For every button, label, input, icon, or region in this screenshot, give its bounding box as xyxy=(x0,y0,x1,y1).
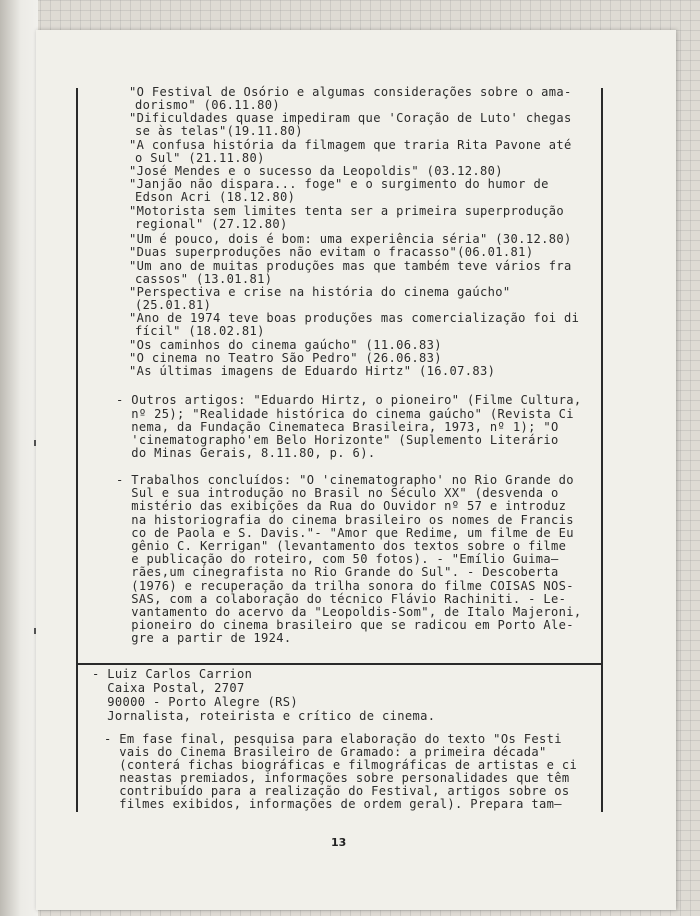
contact-line: - Luiz Carlos Carrion xyxy=(92,667,253,681)
paragraph-line: na historiografia do cinema brasileiro os nomes de Francis xyxy=(116,513,574,527)
list-line: cassos" (13.01.81) xyxy=(135,272,273,286)
paragraph-line: - Em fase final, pesquisa para elaboração do texto "Os Festi xyxy=(104,732,562,746)
contact-line: Caixa Postal, 2707 xyxy=(92,681,245,695)
paragraph-line: SAS, com a colaboração do técnico Flávio Rachiniti. - Le- xyxy=(116,592,567,606)
paragraph-line: filmes exibidos, informações de ordem geral). Prepara tam— xyxy=(104,797,562,811)
list-line: (25.01.81) xyxy=(135,298,212,312)
list-line: "Um é pouco, dois é bom: uma experiência séria" (30.12.80) xyxy=(129,232,572,246)
paragraph-line: gre a partir de 1924. xyxy=(116,631,292,645)
list-line: "Um ano de muitas produções mas que também teve vários fra xyxy=(129,259,572,273)
section-divider xyxy=(76,663,603,665)
paragraph-line: Sul e sua introdução no Brasil no Século XX" (desvenda o xyxy=(116,486,559,500)
list-line: "Duas superproduções não evitam o fracasso"(06.01.81) xyxy=(129,245,534,259)
paragraph-line: co de Paola e S. Davis."- "Amor que Redime, um filme de Eu xyxy=(116,526,574,540)
list-line: "As últimas imagens de Eduardo Hirtz" (16.07.83) xyxy=(129,364,496,378)
list-line: "O cinema no Teatro São Pedro" (26.06.83) xyxy=(129,351,442,365)
contact-line: 90000 - Porto Alegre (RS) xyxy=(92,695,299,709)
list-line: "Janjão não dispara... foge" e o surgimento do humor de xyxy=(129,177,549,191)
list-line: Edson Acri (18.12.80) xyxy=(135,190,296,204)
paragraph-line: nema, da Fundação Cinemateca Brasileira, 1973, nº 1); "O xyxy=(116,420,559,434)
paragraph-line: pioneiro do cinema brasileiro que se radicou em Porto Ale- xyxy=(116,618,574,632)
list-line: regional" (27.12.80) xyxy=(135,217,288,231)
paragraph-line: vais do Cinema Brasileiro de Gramado: a primeira década" xyxy=(104,745,547,759)
list-line: dorismo" (06.11.80) xyxy=(135,98,280,112)
paragraph-line: 'cinematographo'em Belo Horizonte" (Suplemento Literário xyxy=(116,433,559,447)
list-line: fícil" (18.02.81) xyxy=(135,324,265,338)
left-margin-rule xyxy=(76,88,78,812)
list-line: "Dificuldades quase impediram que 'Coração de Luto' chegas xyxy=(129,111,572,125)
right-margin-rule xyxy=(601,88,603,812)
paragraph-line: nº 25); "Realidade histórica do cinema gaúcho" (Revista Ci xyxy=(116,407,574,421)
list-line: o Sul" (21.11.80) xyxy=(135,151,265,165)
page-number: 13 xyxy=(331,836,347,849)
list-line: "A confusa história da filmagem que traria Rita Pavone até xyxy=(129,138,572,152)
paragraph-line: - Outros artigos: "Eduardo Hirtz, o pioneiro" (Filme Cultura, xyxy=(116,393,582,407)
list-line: "Perspectiva e crise na história do cinema gaúcho" xyxy=(129,285,511,299)
facing-page-edge xyxy=(0,0,38,916)
paragraph-line: (conterá fichas biográficas e filmográficas de artistas e ci xyxy=(104,758,578,772)
paragraph-line: neastas premiados, informações sobre personalidades que têm xyxy=(104,771,570,785)
paragraph-line: (1976) e recuperação da trilha sonora do filme COISAS NOS- xyxy=(116,579,574,593)
paragraph-line: rães,um cinegrafista no Rio Grande do Sul". - Descoberta xyxy=(116,565,559,579)
list-line: "Motorista sem limites tenta ser a primeira superprodução xyxy=(129,204,564,218)
list-line: se às telas"(19.11.80) xyxy=(135,124,303,138)
list-line: "Os caminhos do cinema gaúcho" (11.06.83) xyxy=(129,338,442,352)
contact-line: Jornalista, roteirista e crítico de cinema. xyxy=(92,709,436,723)
list-line: "José Mendes e o sucesso da Leopoldis" (03.12.80) xyxy=(129,164,503,178)
list-line: "Ano de 1974 teve boas produções mas comercialização foi di xyxy=(129,311,580,325)
paragraph-line: mistério das exibições da Rua do Ouvidor nº 57 e introduz xyxy=(116,499,567,513)
paragraph-line: contribuído para a realização do Festival, artigos sobre os xyxy=(104,784,570,798)
paragraph-line: e publicação do roteiro, com 50 fotos). - "Emílio Guima— xyxy=(116,552,559,566)
paragraph-line: vantamento do acervo da "Leopoldis-Som", de Italo Majeroni, xyxy=(116,605,582,619)
paragraph-line: gênio C. Kerrigan" (levantamento dos textos sobre o filme xyxy=(116,539,567,553)
paragraph-line: - Trabalhos concluídos: "O 'cinematographo' no Rio Grande do xyxy=(116,473,574,487)
paragraph-line: do Minas Gerais, 8.11.80, p. 6). xyxy=(116,446,376,460)
list-line: "O Festival de Osório e algumas considerações sobre o ama- xyxy=(129,85,572,99)
